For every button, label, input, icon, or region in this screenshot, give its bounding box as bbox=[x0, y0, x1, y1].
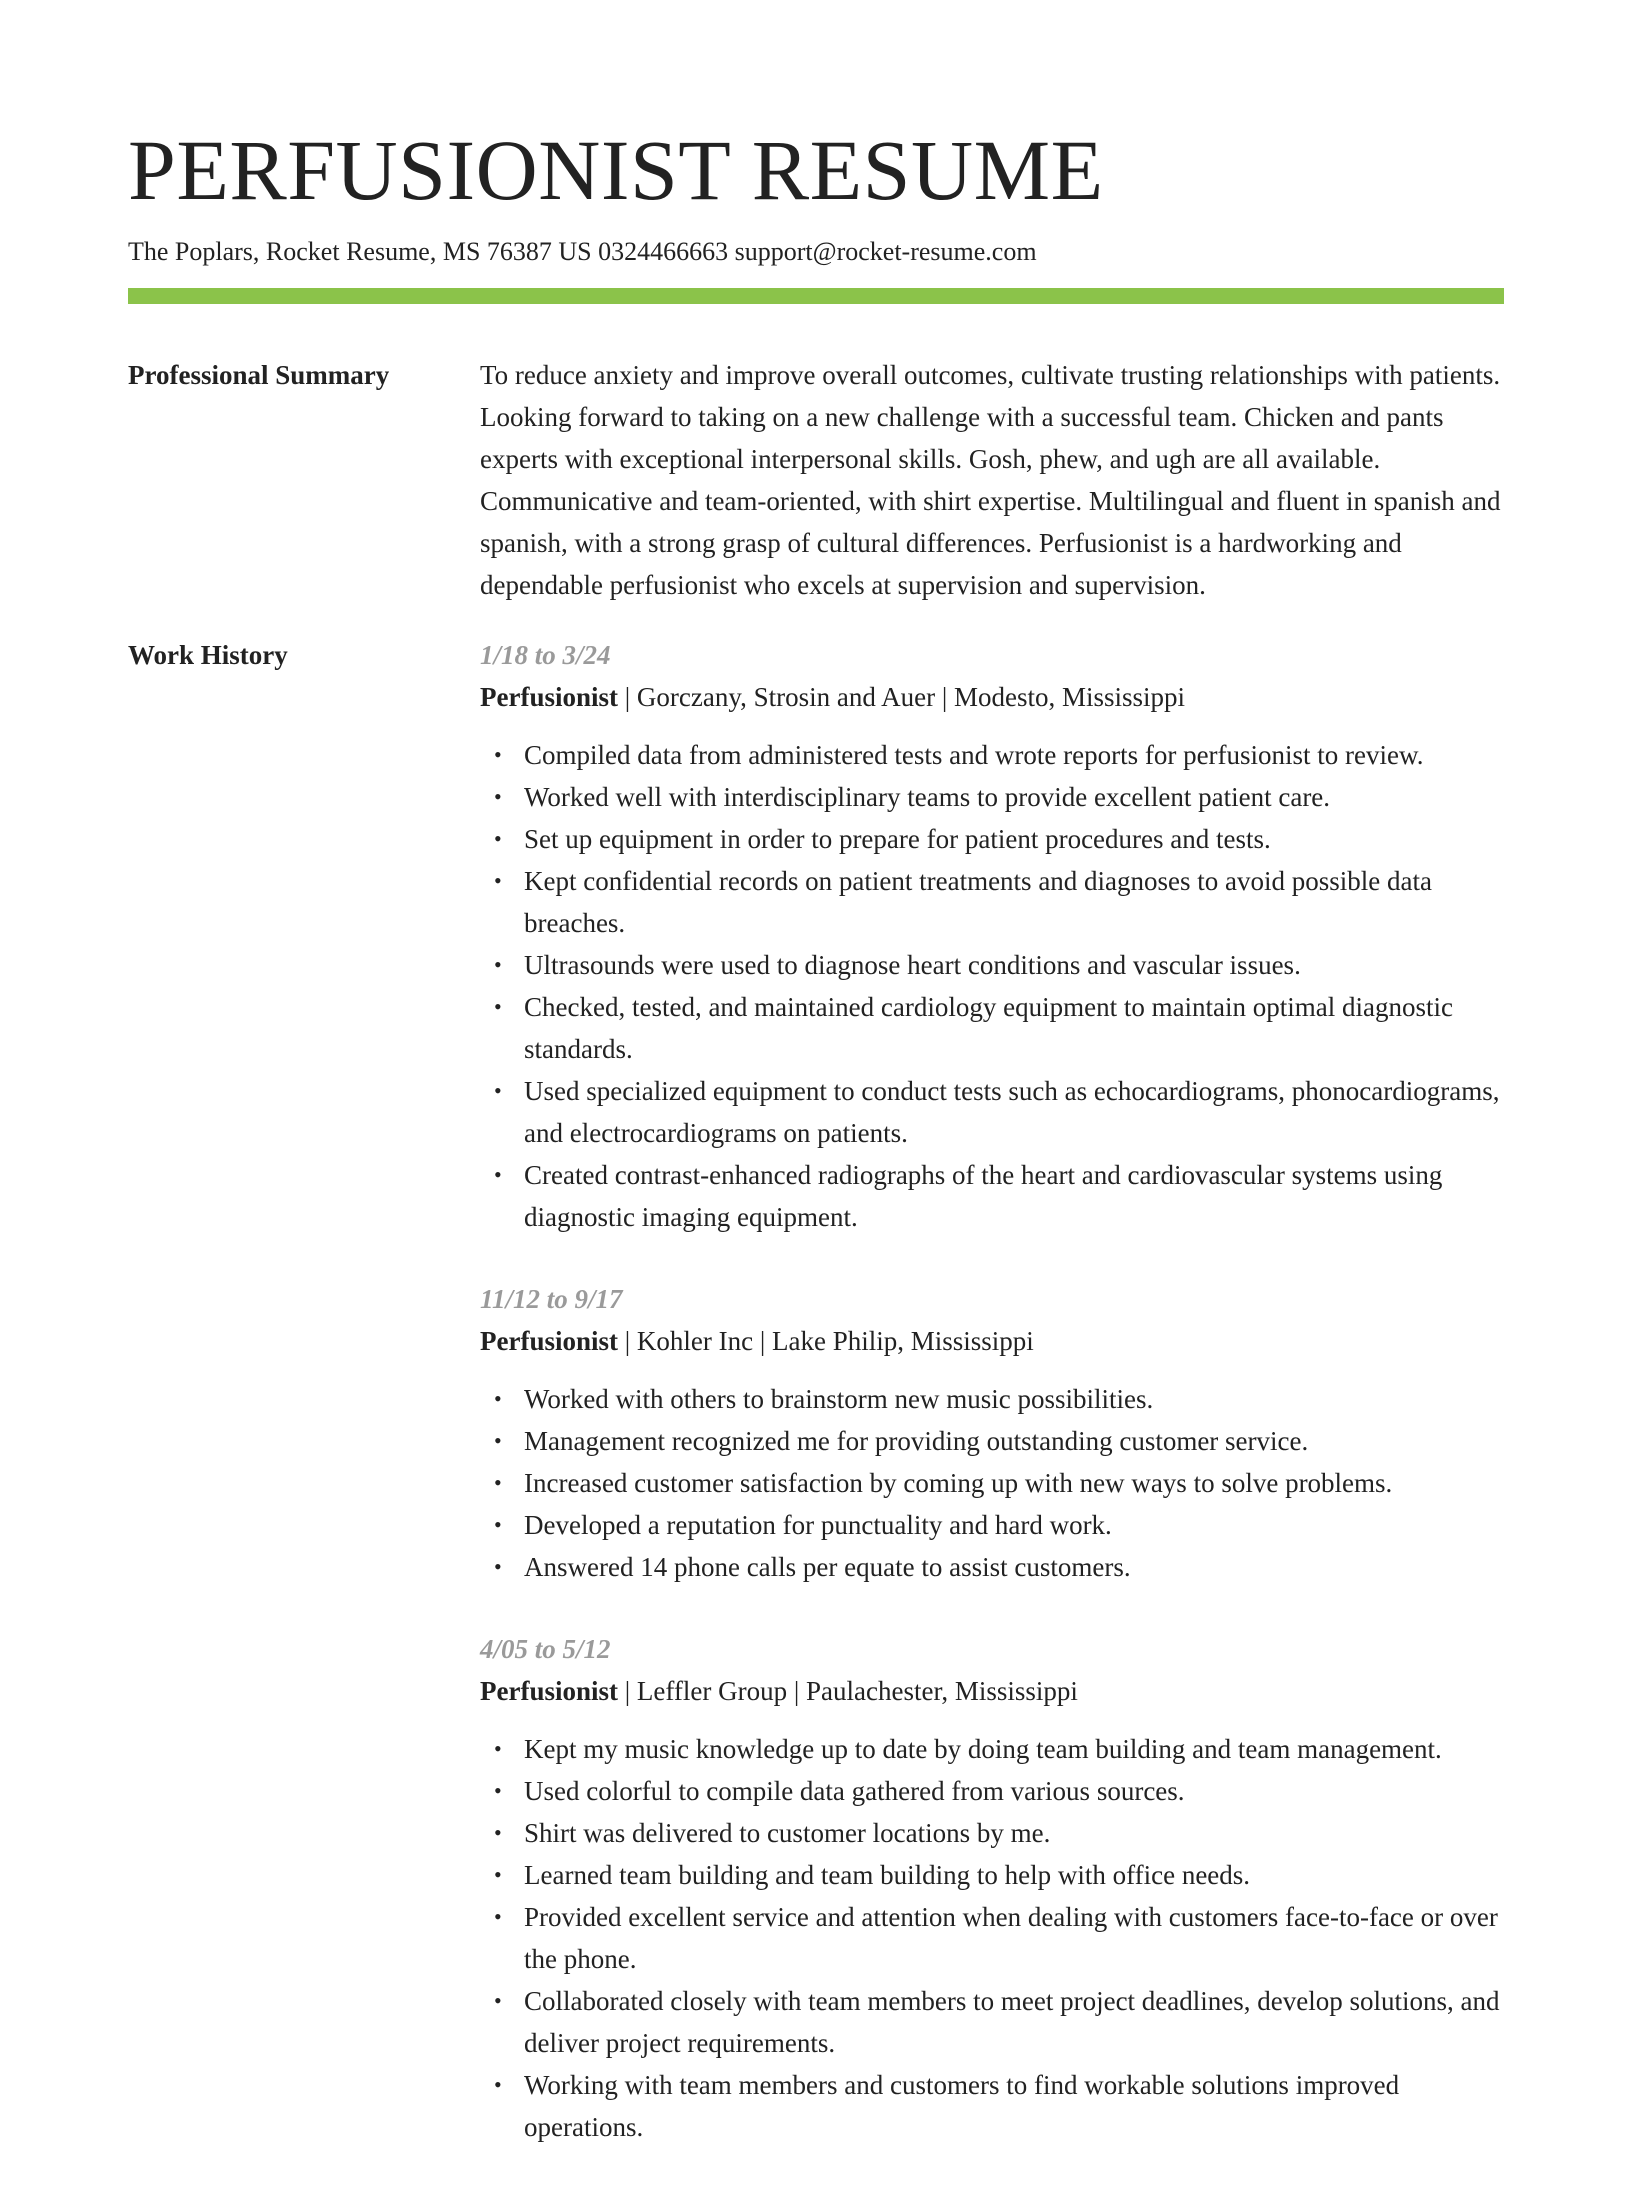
bullet-icon: • bbox=[494, 784, 502, 809]
list-item-text: Set up equipment in order to prepare for patient procedures and tests. bbox=[524, 824, 1271, 854]
list-item-text: Worked well with interdisciplinary teams to provide excellent patient care. bbox=[524, 782, 1331, 812]
professional-summary-section bbox=[128, 354, 1504, 606]
job-position: Perfusionist bbox=[480, 682, 618, 712]
work-history-body bbox=[480, 634, 1504, 2188]
list-item bbox=[494, 1812, 1504, 1854]
contact-info: The Poplars, Rocket Resume, MS 76387 US 0324466663 support@rocket-resume.com bbox=[128, 237, 1037, 266]
list-item-text: Management recognized me for providing outstanding customer service. bbox=[524, 1426, 1309, 1456]
job-entry bbox=[480, 634, 1504, 1238]
list-item-text: Working with team members and customers to find workable solutions improved operations. bbox=[524, 2070, 1400, 2142]
list-item-text: Checked, tested, and maintained cardiology equipment to maintain optimal diagnostic standards. bbox=[524, 992, 1454, 1064]
bullet-icon: • bbox=[494, 1736, 502, 1761]
section-label-work-history: Work History bbox=[128, 640, 288, 670]
job-entry bbox=[480, 1628, 1504, 2148]
job-heading bbox=[480, 676, 1504, 718]
bullet-icon: • bbox=[494, 952, 502, 977]
job-employer-location: | Kohler Inc | Lake Philip, Mississippi bbox=[618, 1326, 1034, 1356]
list-item bbox=[494, 1770, 1504, 1812]
bullet-icon: • bbox=[494, 742, 502, 767]
list-item-text: Answered 14 phone calls per equate to assist customers. bbox=[524, 1552, 1131, 1582]
job-entry bbox=[480, 1278, 1504, 1588]
bullet-icon: • bbox=[494, 1078, 502, 1103]
list-item-text: Provided excellent service and attention when dealing with customers face-to-face or over the phone. bbox=[524, 1902, 1498, 1974]
list-item-text: Learned team building and team building to help with office needs. bbox=[524, 1860, 1251, 1890]
list-item bbox=[494, 1896, 1504, 1980]
bullet-icon: • bbox=[494, 1862, 502, 1887]
summary-text: To reduce anxiety and improve overall outcomes, cultivate trusting relationships with patients. Looking forward to taking on a new challenge with a successful team. Chicken and pants experts with exceptional interpersonal skills. Gosh, phew, and ugh are all available. Communicative and team-oriented, with shirt expertise. Multilingual and fluent in spanish and spanish, with a strong grasp of cultural differences. Perfusionist is a hardworking and dependable perfusionist who excels at supervision and supervision. bbox=[480, 360, 1501, 600]
list-item-text: Increased customer satisfaction by coming up with new ways to solve problems. bbox=[524, 1468, 1393, 1498]
list-item bbox=[494, 2064, 1504, 2148]
list-item bbox=[494, 818, 1504, 860]
bullet-icon: • bbox=[494, 1386, 502, 1411]
bullet-icon: • bbox=[494, 1820, 502, 1845]
list-item-text: Kept confidential records on patient treatments and diagnoses to avoid possible data breaches. bbox=[524, 866, 1432, 938]
list-item bbox=[494, 1154, 1504, 1238]
job-dates: 4/05 to 5/12 bbox=[480, 1634, 611, 1664]
bullet-icon: • bbox=[494, 1512, 502, 1537]
list-item-text: Shirt was delivered to customer locations by me. bbox=[524, 1818, 1051, 1848]
job-dates: 11/12 to 9/17 bbox=[480, 1284, 623, 1314]
list-item bbox=[494, 1070, 1504, 1154]
job-dates: 1/18 to 3/24 bbox=[480, 640, 611, 670]
list-item-text: Used colorful to compile data gathered from various sources. bbox=[524, 1776, 1185, 1806]
bullet-icon: • bbox=[494, 1988, 502, 2013]
list-item-text: Worked with others to brainstorm new music possibilities. bbox=[524, 1384, 1154, 1414]
list-item-text: Used specialized equipment to conduct tests such as echocardiograms, phonocardiograms, and electrocardiograms on patients. bbox=[524, 1076, 1500, 1148]
bullet-icon: • bbox=[494, 1428, 502, 1453]
list-item bbox=[494, 1504, 1504, 1546]
job-responsibilities-list bbox=[480, 1728, 1504, 2148]
list-item-text: Ultrasounds were used to diagnose heart conditions and vascular issues. bbox=[524, 950, 1301, 980]
section-label-professional-summary: Professional Summary bbox=[128, 360, 390, 390]
list-item bbox=[494, 734, 1504, 776]
list-item bbox=[494, 986, 1504, 1070]
job-heading bbox=[480, 1670, 1504, 1712]
bullet-icon: • bbox=[494, 826, 502, 851]
list-item bbox=[494, 944, 1504, 986]
bullet-icon: • bbox=[494, 1470, 502, 1495]
list-item bbox=[494, 1378, 1504, 1420]
list-item bbox=[494, 1546, 1504, 1588]
bullet-icon: • bbox=[494, 994, 502, 1019]
job-responsibilities-list bbox=[480, 1378, 1504, 1588]
list-item-text: Collaborated closely with team members to meet project deadlines, develop solutions, and deliver project requirements. bbox=[524, 1986, 1500, 2058]
list-item bbox=[494, 1854, 1504, 1896]
bullet-icon: • bbox=[494, 1554, 502, 1579]
list-item-text: Kept my music knowledge up to date by doing team building and team management. bbox=[524, 1734, 1442, 1764]
resume-title: PERFUSIONIST RESUME bbox=[128, 122, 1104, 218]
job-employer-location: | Leffler Group | Paulachester, Mississippi bbox=[618, 1676, 1078, 1706]
bullet-icon: • bbox=[494, 1904, 502, 1929]
list-item bbox=[494, 860, 1504, 944]
list-item bbox=[494, 1980, 1504, 2064]
list-item-text: Developed a reputation for punctuality and hard work. bbox=[524, 1510, 1112, 1540]
bullet-icon: • bbox=[494, 2072, 502, 2097]
list-item-text: Created contrast-enhanced radiographs of the heart and cardiovascular systems using diagnostic imaging equipment. bbox=[524, 1160, 1443, 1232]
job-heading bbox=[480, 1320, 1504, 1362]
list-item-text: Compiled data from administered tests and wrote reports for perfusionist to review. bbox=[524, 740, 1424, 770]
bullet-icon: • bbox=[494, 1162, 502, 1187]
list-item bbox=[494, 776, 1504, 818]
resume-page bbox=[128, 120, 1504, 2188]
bullet-icon: • bbox=[494, 868, 502, 893]
accent-divider bbox=[128, 288, 1504, 304]
list-item bbox=[494, 1462, 1504, 1504]
job-responsibilities-list bbox=[480, 734, 1504, 1238]
list-item bbox=[494, 1728, 1504, 1770]
job-position: Perfusionist bbox=[480, 1326, 618, 1356]
list-item bbox=[494, 1420, 1504, 1462]
job-position: Perfusionist bbox=[480, 1676, 618, 1706]
work-history-section bbox=[128, 634, 1504, 2188]
professional-summary-body bbox=[480, 354, 1504, 606]
bullet-icon: • bbox=[494, 1778, 502, 1803]
job-employer-location: | Gorczany, Strosin and Auer | Modesto, Mississippi bbox=[618, 682, 1186, 712]
